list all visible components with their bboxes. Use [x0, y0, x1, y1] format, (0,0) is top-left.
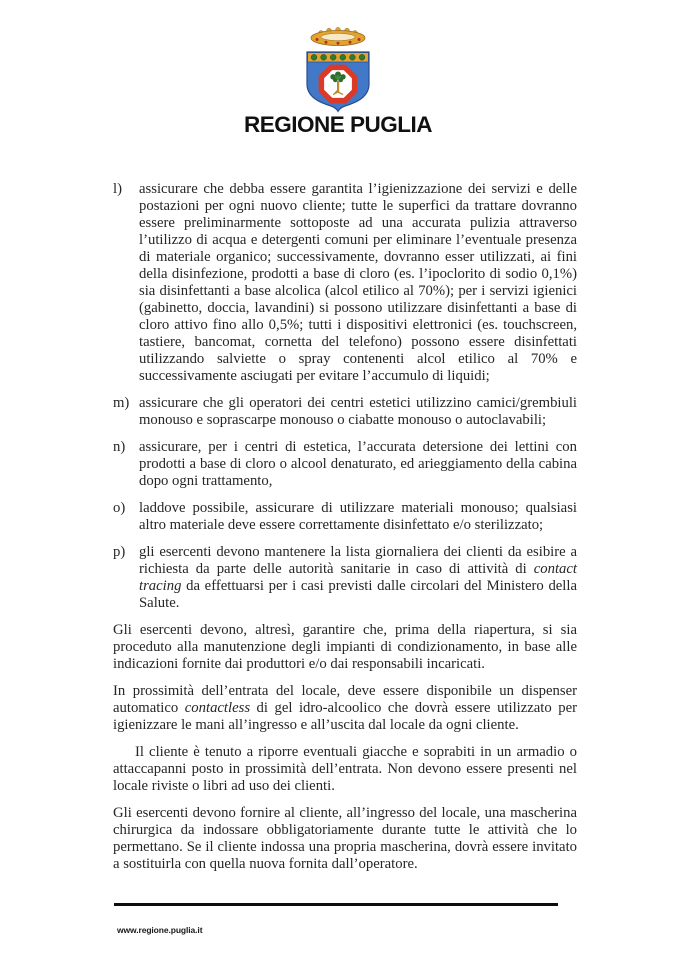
regione-puglia-coat-of-arms-icon [293, 26, 383, 114]
list-item-text: assicurare, per i centri di estetica, l’accurata detersione dei lettini con prodotti a base di cloro o alcool denaturato, ed arieggiamento della cabina dopo ogni trattamento, [139, 439, 577, 489]
page-title: REGIONE PUGLIA [243, 112, 433, 137]
body-paragraph: Il cliente è tenuto a riporre eventuali giacche e soprabiti in un armadio o attaccapanni posto in prossimità dell’entrata. Non devono essere presenti nel locale riviste o libri ad uso dei clienti. [113, 744, 577, 794]
list-item-label: p) [113, 544, 126, 560]
list-item-n [113, 439, 577, 490]
list-item-label: m) [113, 395, 130, 411]
list-item-p [113, 544, 577, 612]
list-item-o [113, 500, 577, 534]
list-item-text: assicurare che debba essere garantita l’igienizzazione dei servizi e delle postazioni per ogni nuovo cliente; tutte le superfici da trattare dovranno essere preliminarmente sottoposte ad una accurata pulizia attraverso l’utilizzo di acqua e detergenti comuni per eliminare l’eventuale presenza di materiale organico; successivamente, dovranno esser utilizzati, ai fini della disinfezione, prodotti a base di cloro (es. l’ipoclorito di sodio 0,1%) sia disinfettanti a base alcolica (alcol etilico al 70%); per i servizi igienici (gabinetto, doccia, lavandini) si possono utilizzare disinfettanti a base di cloro attivo fino allo 0,5%; tutti i dispositivi elettronici (es. touchscreen, tastiere, bancomat, cornetta del telefono) possono essere disinfettati utilizzando salviette o spray contenenti alcol etilico al 70% e successivamente asciugati per evitare l’accumulo di liquidi; [139, 181, 577, 384]
regione-puglia-logo [0, 26, 676, 114]
list-item-m [113, 395, 577, 429]
list-item-label: l) [113, 181, 122, 197]
list-item-text: gli esercenti devono mantenere la lista giornaliera dei clienti da esibire a richiesta da parte delle autorità sanitarie in caso di attività di contact tracing da effettuarsi per i casi previsti dalle circolari del Ministero della Salute. [139, 544, 577, 611]
list-item-text: assicurare che gli operatori dei centri estetici utilizzino camici/grembiuli monouso e soprascarpe monouso o ciabatte monouso o autoclavabili; [139, 395, 577, 428]
document-body [113, 181, 577, 873]
footer-url: www.regione.puglia.it [117, 925, 203, 935]
list-item-label: n) [113, 439, 126, 455]
list-item-l [113, 181, 577, 385]
list-item-text: laddove possibile, assicurare di utilizzare materiali monouso; qualsiasi altro materiale deve essere correttamente disinfettato e/o sterilizzato; [139, 500, 577, 533]
list-item-label: o) [113, 500, 126, 516]
footer-divider [114, 903, 558, 906]
crown-icon [311, 27, 365, 45]
body-paragraph: Gli esercenti devono fornire al cliente, all’ingresso del locale, una mascherina chirurgica da indossare obbligatoriamente durante tutte le attività che lo permettano. Se il cliente indossa una propria mascherina, dovrà essere invitato a sostituirla con quella nuova fornita dall’operatore. [113, 805, 577, 872]
body-paragraph: In prossimità dell’entrata del locale, deve essere disponibile un dispenser automatico contactless di gel idro-alcoolico che dovrà essere utilizzato per igienizzare le mani all’ingresso e all’uscita dal locale da ogni cliente. [113, 683, 577, 733]
body-paragraph: Gli esercenti devono, altresì, garantire che, prima della riapertura, si sia proceduto alla manutenzione degli impianti di condizionamento, in base alle indicazioni fornite dai produttori e/o dai responsabili incaricati. [113, 622, 577, 672]
